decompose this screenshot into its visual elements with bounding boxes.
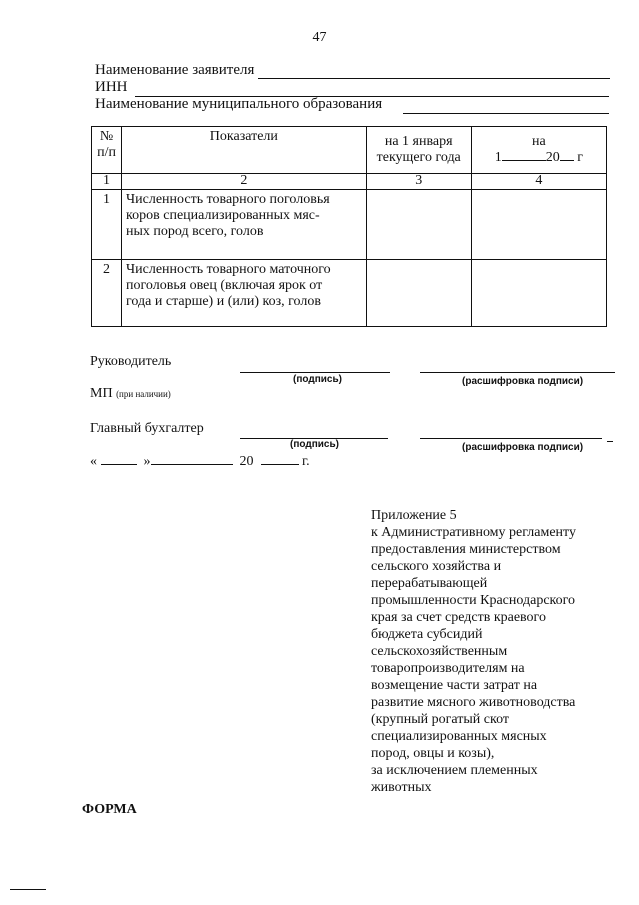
row-jan-value[interactable] — [366, 190, 471, 260]
date-year-field[interactable] — [261, 464, 299, 465]
dash-mark — [607, 441, 613, 442]
row-na-value[interactable] — [471, 260, 606, 327]
table-row — [92, 190, 607, 260]
decoding-caption: (расшифровка подписи) — [462, 442, 584, 453]
header-jan: на 1 января текущего года — [366, 127, 471, 174]
signature-caption: (подпись) — [293, 374, 342, 385]
index-row — [92, 174, 607, 190]
head-decoding-field[interactable] — [420, 372, 615, 373]
mp-note: (при наличии) — [116, 389, 171, 399]
applicant-field[interactable] — [258, 78, 610, 79]
index-cell: 1 — [92, 174, 122, 190]
row-num: 1 — [92, 190, 122, 260]
form-label: ФОРМА — [82, 802, 137, 817]
inn-label: ИНН — [95, 79, 128, 95]
row-indicator: Численность товарного поголовья коров специализированных мяс- ных пород всего, голов — [122, 190, 367, 260]
index-cell: 4 — [471, 174, 606, 190]
accountant-decoding-field[interactable] — [420, 438, 602, 439]
date-day-field[interactable] — [101, 464, 137, 465]
index-cell: 2 — [122, 174, 367, 190]
mp-line — [90, 386, 171, 402]
date-month-field[interactable] — [151, 464, 233, 465]
accountant-label: Главный бухгалтер — [90, 421, 204, 436]
date-line: « » 20 г. — [90, 454, 310, 469]
table-header-row — [92, 127, 607, 174]
decoding-caption: (расшифровка подписи) — [462, 376, 584, 387]
header-indicators: Показатели — [122, 127, 367, 174]
applicant-label: Наименование заявителя — [95, 62, 255, 78]
header-num: № п/п — [92, 127, 122, 174]
table-row — [92, 260, 607, 327]
indicators-table — [91, 126, 607, 327]
row-num: 2 — [92, 260, 122, 327]
row-jan-value[interactable] — [366, 260, 471, 327]
row-indicator: Численность товарного маточного поголовья овец (включая ярок от года и старше) и (или) коз, голов — [122, 260, 367, 327]
municipality-label: Наименование муниципального образования — [95, 96, 383, 112]
signature-caption: (подпись) — [290, 439, 339, 450]
footnote-separator — [10, 889, 46, 890]
head-label: Руководитель — [90, 354, 172, 369]
mp-label: МП — [90, 386, 113, 401]
head-signature-field[interactable] — [240, 372, 390, 373]
row-na-value[interactable] — [471, 190, 606, 260]
page-number: 47 — [312, 30, 327, 45]
index-cell: 3 — [366, 174, 471, 190]
appendix-block: Приложение 5 к Административному регламенту предоставления министерством сельского хозяйства и перерабатывающей промышленности Краснодарского края за счет средств краевого бюджета субсидий сельскохозяйственным товаропроизводителям на возмещение части затрат на развитие мясного животноводства (крупный рогатый скот специализированных мясных пород, овцы и козы), за исключением племенных животных — [371, 508, 576, 795]
header-na: на 1 20 г — [471, 127, 606, 174]
municipality-field[interactable] — [403, 113, 609, 114]
